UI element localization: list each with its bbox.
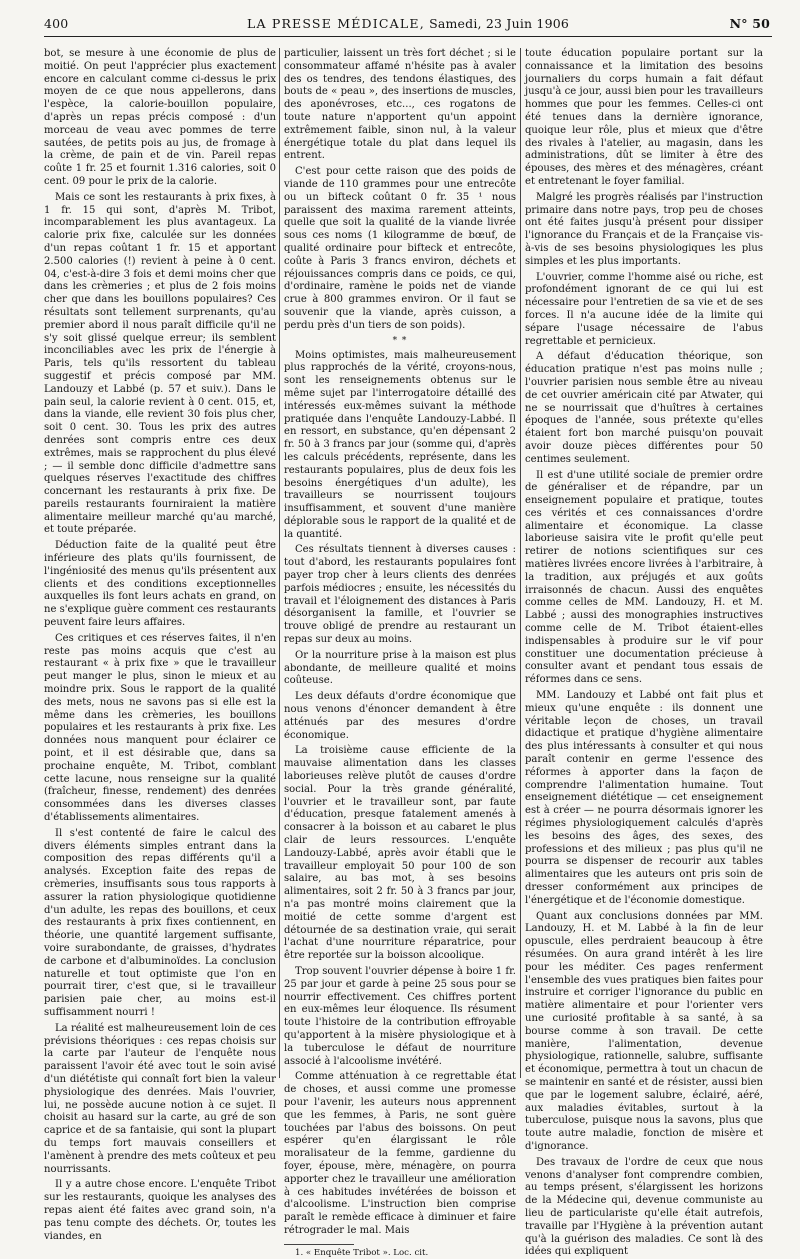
paragraph: L'ouvrier, comme l'homme aisé ou riche, est profondément ignorant de ce qui lui est nécessaire pour l'entretien de sa vie et de ses forces. Il n'a aucune idée de la limite qui sépare l'usage nécessaire de l'abus regrettable et pernicieux. bbox=[525, 271, 763, 347]
paragraph: C'est pour cette raison que des poids de viande de 110 grammes pour une entrecôte ou un bifteck coûtant 0 fr. 35 ¹ nous paraissent des maxima rarement atteints, quelle que soit la qualité de la viande livrée sous ces noms (1 kilogramme de bœuf, de qualité ordinaire pour bifteck et entrecôte, coûte à Paris 3 francs environ, déchets et réjouissances compris dans ce poids, ce qui, d'ordinaire, ramène le poids net de viande crue à 800 grammes environ. Or il faut se souvenir que la viande, après cuisson, a perdu près d'un tiers de son poids). bbox=[284, 166, 516, 331]
paragraph: A défaut d'éducation théorique, son éducation pratique n'est pas moins nulle ; l'ouvrier parisien nous semble être au niveau de cet ouvrier américain cité par Atwater, qui ne se nourrissait que d'huîtres à certaines époques de l'année, sous prétexte qu'elles étaient fort bon marché puisqu'on pouvait avoir douze pièces différentes pour 50 centimes seulement. bbox=[525, 351, 763, 465]
paragraph: Comme atténuation à ce regrettable état de choses, et aussi comme une promesse pour l'avenir, les auteurs nous apprennent que les femmes, à Paris, ne sont guère touchées par l'abus des boissons. On peut espérer qu'en élargissant le rôle moralisateur de la femme, gardienne du foyer, épouse, mère, ménagère, on pourra apporter chez le travailleur une amélioration à ces habitudes invétérées de boisson et d'alcoolisme. L'instruction bien comprise paraît le remède efficace à diminuer et faire rétrograder le mal. Mais bbox=[284, 1071, 516, 1236]
paragraph: toute éducation populaire portant sur la connaissance et la limitation des besoins journaliers du corps humain a fait défaut jusqu'à ce jour, aussi bien pour les travailleurs hommes que pour les femmes. Celles-ci ont été tenues dans la dernière ignorance, quoique leur rôle, plus et mieux que d'être des rivales à l'atelier, au magasin, dans les administrations, dût se limiter à être des épouses, des mères et des ménagères, créant et entretenant le foyer familial. bbox=[525, 48, 763, 187]
issue-date: Samedi, 23 Juin 1906 bbox=[429, 16, 570, 31]
paragraph: Les deux défauts d'ordre économique que nous venons d'énoncer demandent à être atténués par des mesures d'ordre économique. bbox=[284, 691, 516, 741]
issue-number: N° 50 bbox=[729, 16, 770, 31]
paragraph: MM. Landouzy et Labbé ont fait plus et mieux qu'une enquête : ils donnent une véritable leçon de choses, un travail didactique et pratique d'hygiène alimentaire des plus intéressants à consulter et qui nous paraît contenir en germe l'essence des réformes à apporter dans la façon de comprendre l'alimentation humaine. Tout enseignement diététique — cet enseignement est à créer — ne pourra désormais ignorer les régimes physiologiquement calculés d'après les besoins des âges, des sexes, des professions et des milieux ; pas plus qu'il ne pourra se dispenser de recourir aux tables alimentaires que les auteurs ont pris soin de dresser conformément aux principes de l'énergétique et de l'économie domestique. bbox=[525, 690, 763, 906]
paragraph: Or la nourriture prise à la maison est plus abondante, de meilleure qualité et moins coûteuse. bbox=[284, 649, 516, 687]
paragraph: Il y a autre chose encore. L'enquête Tribot sur les restaurants, quoique les analyses des repas aient été faites avec grand soin, n'a pas tenu compte des déchets. Or, toutes les viandes, en bbox=[44, 1179, 276, 1242]
page-number: 400 bbox=[44, 16, 69, 31]
paragraph: Des travaux de l'ordre de ceux que nous venons d'analyser font comprendre combien, au temps présent, s'élargissent les horizons de la Médecine qui, devenue communiste au lieu de particulariste qu'elle était autrefois, travaille par l'Hygiène à la prévention autant qu'à la guérison des maladies. Ce sont là des idées qui expliquent bbox=[525, 1156, 763, 1258]
column-rule-2 bbox=[520, 48, 521, 1078]
paragraph: Moins optimistes, mais malheureusement plus rapprochés de la vérité, croyons-nous, sont les renseignements obtenus sur le même sujet par l'interrogatoire détaillé des intéressés eux-mêmes suivant la méthode pratiquée dans l'enquête Landouzy-Labbé. Il en ressort, en substance, qu'en dépensant 2 fr. 50 à 3 francs par jour (somme qui, d'après les calculs précédents, représente, dans les restaurants populaires, plus de deux fois les besoins énergétiques d'un adulte), les travailleurs se nourrissent toujours insuffisamment, et souvent d'une manière déplorable sous le rapport de la qualité et de la quantité. bbox=[284, 349, 516, 540]
running-title bbox=[44, 16, 772, 31]
paragraph: Quant aux conclusions données par MM. Landouzy, H. et M. Labbé à la fin de leur opuscule, elles perdraient beaucoup à être résumées. On aura grand intérêt à les lire pour les méditer. Ces pages renferment l'ensemble des vues pratiques bien faites pour instruire et corriger l'ignorance du public en matière alimentaire et pour l'orienter vers une curiosité profitable à sa santé, à sa bourse comme à son travail. De cette manière, l'alimentation, devenue physiologique, rationnelle, salubre, suffisante et économique, permettra à tout un chacun de se maintenir en santé et de résister, aussi bien que par le logement salubre, éclairé, aéré, aux maladies évitables, surtout à la tuberculose, puisque nous la savons, plus que toute autre maladie, fonction de misère et d'ignorance. bbox=[525, 910, 763, 1152]
page-header bbox=[44, 14, 772, 37]
column-rule-1 bbox=[279, 48, 280, 1078]
paragraph: La réalité est malheureusement loin de ces prévisions théoriques : ces repas choisis sur la carte par l'auteur de l'enquête nous paraissent l'avoir été avec tout le soin avisé d'un diététiste qui connaît fort bien la valeur physiologique des denrées. Mais l'ouvrier, lui, ne possède aucune notion à ce sujet. Il choisit au hasard sur la carte, au gré de son caprice et de sa fantaisie, qui sont la plupart du temps fort mauvais conseillers et l'amènent à prendre des mets coûteux et peu nourrissants. bbox=[44, 1022, 276, 1175]
paragraph: Il est d'une utilité sociale de premier ordre de généraliser et de répandre, par un enseignement populaire et pratique, toutes ces vérités et ces connaissances d'ordre alimentaire et économique. La classe laborieuse saisira vite le profit qu'elle peut retirer de notions scientifiques sur ces matières livrées encore livrées à l'arbitraire, à la tradition, aux préjugés et aux goûts irraisonnés de chacun. Aussi des enquêtes comme celles de MM. Landouzy, H. et M. Labbé ; aussi des monographies instructives comme celle de M. Tribot étaient-elles indispensables à produire sur le vif pour constituer une documentation précieuse à consulter avant et pendant tous essais de réformes dans ce sens. bbox=[525, 469, 763, 686]
column-left bbox=[44, 48, 276, 1242]
paragraph: Il s'est contenté de faire le calcul des divers éléments simples entrant dans la composition des repas différents qu'il a analysés. Exception faite des repas de crèmeries, insuffisants sous tous rapports à assurer la ration physiologique quotidienne d'un adulte, les repas des bouillons, et ceux des restaurants à prix fixes contiennent, en théorie, une quantité largement suffisante, voire surabondante, de graisses, d'hydrates de carbone et d'albuminoïdes. La conclusion naturelle et tout optimiste que l'on en pourrait tirer, c'est que, si le travailleur parisien paie cher, au moins est-il suffisamment nourri ! bbox=[44, 827, 276, 1018]
paragraph: Malgré les progrès réalisés par l'instruction primaire dans notre pays, trop peu de choses ont été faites jusqu'à présent pour dissiper l'ignorance du Français et de la Française vis-à-vis de ses besoins physiologiques les plus simples et les plus importants. bbox=[525, 191, 763, 267]
paragraph: particulier, laissent un très fort déchet ; si le consommateur affamé n'hésite pas à avaler des os tendres, des tendons élastiques, des bouts de « peau », des insertions de muscles, des aponévroses, etc..., ces rogatons de toute nature n'apportent qu'un appoint extrêmement faible, sinon nul, à la valeur énergétique totale du plat dans lequel ils entrent. bbox=[284, 48, 516, 162]
paragraph: Trop souvent l'ouvrier dépense à boire 1 fr. 25 par jour et garde à peine 25 sous pour se nourrir effectivement. Ces chiffres portent en eux-mêmes leur éloquence. Ils résument toute l'histoire de la contribution effroyable qu'apportent à la misère physiologique et à la tuberculose le défaut de nourriture associé à l'alcoolisme invétéré. bbox=[284, 965, 516, 1067]
column-right bbox=[525, 48, 763, 1258]
paragraph: Ces critiques et ces réserves faites, il n'en reste pas moins acquis que c'est au restaurant « à prix fixe » que le travailleur peut manger le plus, sinon le mieux et au moindre prix. Sous le rapport de la qualité des mets, nous ne savons pas si elle est la même dans les crèmeries, les bouillons populaires et les restaurants à prix fixe. Les données nous manquent pour éclairer ce point, et il est désirable que, dans sa prochaine enquête, M. Tribot, comblant cette lacune, nous renseigne sur la qualité (fraîcheur, finesse, rendement) des denrées consommées dans les diverses classes d'établissements alimentaires. bbox=[44, 632, 276, 824]
journal-name: LA PRESSE MÉDICALE, bbox=[246, 16, 425, 31]
column-middle bbox=[284, 48, 516, 1258]
paragraph: Déduction faite de la qualité peut être inférieure des plats qu'ils fournissent, de l'ingéniosité des menus qu'ils présentent aux clients et des conditions exceptionnelles auxquelles ils font leurs achats en grand, on ne s'explique guère comment ces restaurants peuvent faire leurs affaires. bbox=[44, 540, 276, 629]
paragraph: bot, se mesure à une économie de plus de moitié. On peut l'apprécier plus exactement encore en calculant comme ci-dessus le prix moyen de ce que nous appellerons, dans l'espèce, la calorie-bouillon populaire, d'après un repas précis composé : d'un morceau de veau avec pommes de terre sautées, de petits pois au jus, de fromage à la crème, de pain et de vin. Pareil repas coûte 1 fr. 25 et fournit 1.316 calories, soit 0 cent. 09 pour le prix de la calorie. bbox=[44, 48, 276, 187]
paragraph: La troisième cause efficiente de la mauvaise alimentation dans les classes laborieuses relève plutôt de causes d'ordre social. Pour la très grande généralité, l'ouvrier et le travailleur sont, par faute d'éducation, presque fatalement amenés à consacrer à la boisson et au cabaret le plus clair de leurs ressources. L'enquête Landouzy-Labbé, après avoir établi que le travailleur employait 50 pour 100 de son salaire, au bas mot, à ses besoins alimentaires, soit 2 fr. 50 à 3 francs par jour, n'a pas montré moins clairement que la moitié de cette somme d'argent est détournée de sa destination vraie, qui serait l'achat d'une nourriture réparatrice, pour être reportée sur la boisson alcoolique. bbox=[284, 745, 516, 962]
footnote: 1. « Enquête Tribot ». Loc. cit. bbox=[295, 1247, 429, 1258]
section-separator: * * bbox=[392, 335, 408, 346]
paragraph: Ces résultats tiennent à diverses causes : tout d'abord, les restaurants populaires font payer trop cher à leurs clients des denrées parfois médiocres ; ensuite, les nécessités du travail et l'éloignement des distances à Paris désorganisent la famille, et l'ouvrier se trouve obligé de prendre au restaurant un repas sur deux au moins. bbox=[284, 544, 516, 646]
footnote-rule bbox=[284, 1244, 354, 1245]
paragraph: Mais ce sont les restaurants à prix fixes, à 1 fr. 15 qui sont, d'après M. Tribot, incomparablement les plus avantageux. La calorie prix fixe, calculée sur les données d'un repas coûtant 1 fr. 15 et apportant 2.500 calories (!) revient à peine à 0 cent. 04, c'est-à-dire 3 fois et demi moins cher que dans les crèmeries ; et plus de 2 fois moins cher que dans les bouillons populaires? Ces résultats sont tellement surprenants, qu'au premier abord il nous paraît difficile qu'il ne s'y soit glissé quelque erreur; ils semblent inconciliables avec les prix de l'énergie à Paris, tels qu'ils ressortent du tableau suggestif et précis composé par MM. Landouzy et Labbé (p. 57 et suiv.). Dans le pain seul, la calorie revient à 0 cent. 015, et, dans la viande, elle revient 30 fois plus cher, soit 0 cent. 30. Tous les prix des autres denrées sont compris entre ces deux extrêmes, mais se rapprochent du plus élevé ; — il semble donc difficile d'admettre sans quelques réserves l'exactitude des chiffres concernant les restaurants à prix fixe. De pareils restaurants fourniraient la matière alimentaire meilleur marché qu'au marché, et toute préparée. bbox=[44, 191, 276, 536]
